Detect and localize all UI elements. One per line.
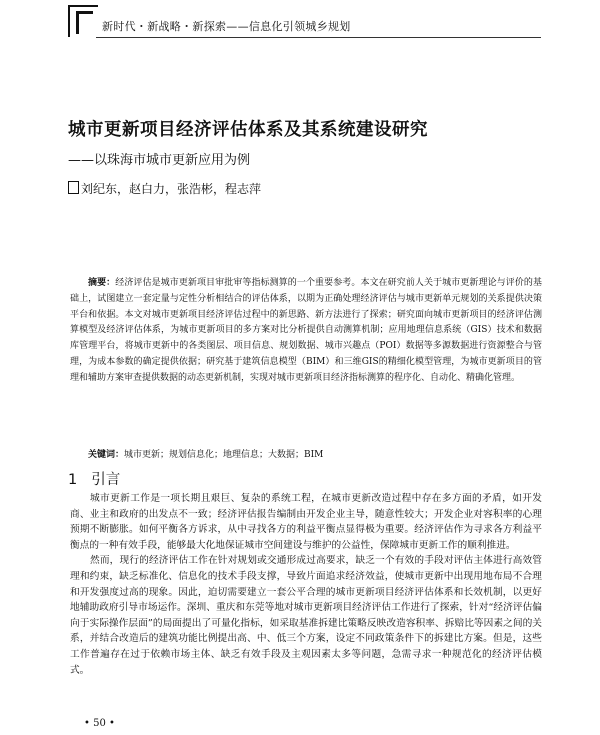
running-title: 新时代・新战略・新探索——信息化引领城乡规划 bbox=[102, 20, 351, 33]
abstract bbox=[70, 276, 542, 387]
article-subtitle: ——以珠海市城市更新应用为例 bbox=[68, 153, 251, 168]
keywords-text: 城市更新；规划信息化；地理信息；大数据；BIM bbox=[124, 450, 324, 460]
author-names: 刘纪东，赵白力，张浩彬，程志萍 bbox=[81, 182, 262, 196]
abstract-text: 经济评估是城市更新项目审批审等指标测算的一个重要参考。本文在研究前人关于城市更新理论与评价的基础上，试图建立一套定量与定性分析相结合的评估体系，以期为正确处理经济评估与城市更新单元规划的关系提供决策平台和依据。本文对城市更新项目经济评估过程中的新思路、新方法进行了探索；研究面向城市更新项目的经济评估测算模型及经济评估体系，为城市更新项目的多方案对比分析提供自动测算机制；应用地理信息系统（GIS）技术和数据库管理平台，将城市更新中的各类图层、项目信息、规划数据、城市兴趣点（POI）数据等多源数据进行资源整合与管理，为成本参数的确定提供依据；研究基于建筑信息模型（BIM）和三维GIS的精细化模型管理，为城市更新项目的管理和辅助方案审查提供数据的动态更新机制，实现对城市更新项目经济指标测算的程序化、自动化、精确化管理。 bbox=[70, 278, 542, 383]
page-number: • 50 • bbox=[84, 718, 115, 729]
section-heading bbox=[68, 468, 120, 489]
keywords bbox=[88, 447, 542, 460]
section-number: 1 bbox=[68, 472, 78, 488]
article-title: 城市更新项目经济评估体系及其系统建设研究 bbox=[68, 120, 428, 140]
author-line bbox=[68, 180, 261, 197]
abstract-label: 摘要： bbox=[88, 278, 116, 288]
keywords-label: 关键词： bbox=[88, 450, 125, 460]
body-text bbox=[70, 491, 542, 678]
header-rule bbox=[96, 37, 541, 38]
paragraph: 然而，现行的经济评估工作在针对规划或交通形成过高要求，缺乏一个有效的手段对评估主体进行高效管理和约束，缺乏标准化、信息化的技术手段支撑，导致片面追求经济效益，使城市更新中出现用地布局不合理和开发强度过高的现象。因此，迫切需要建立一套公平合理的城市更新项目经济评估体系和长效机制，以更好地辅助政府引导市场运作。深圳、重庆和东莞等地对城市更新项目经济评估工作进行了探索，针对“经济评估偏向于实际操作层面”的局面提出了可量化指标，如采取基准拆建比策略反映改造容积率、拆赔比等因素之间的关系，并结合改造后的建筑功能比例提出高、中、低三个方案，设定不同政策条件下的拆建比方案。但是，这些工作普遍存在过于依赖市场主体、缺乏有效手段及主观因素太多等问题，急需寻求一种规范化的经济评估模式。 bbox=[70, 555, 542, 676]
journal-logo bbox=[68, 5, 98, 37]
paragraph: 城市更新工作是一项长期且艰巨、复杂的系统工程，在城市更新改造过程中存在多方面的矛盾，如开发商、业主和政府的出发点不一致；经济评估报告编制由开发企业主导，随意性较大；开发企业对容积率的心理预期不断膨胀。如何平衡各方诉求，从中寻找各方的利益平衡点显得极为重要。经济评估作为寻求各方利益平衡点的一种有效手段，能够最大化地保证城市空间建设与维护的公益性，保障城市更新工作的顺利推进。 bbox=[70, 493, 542, 551]
section-title: 引言 bbox=[91, 472, 121, 488]
checkbox-glyph bbox=[68, 181, 79, 194]
